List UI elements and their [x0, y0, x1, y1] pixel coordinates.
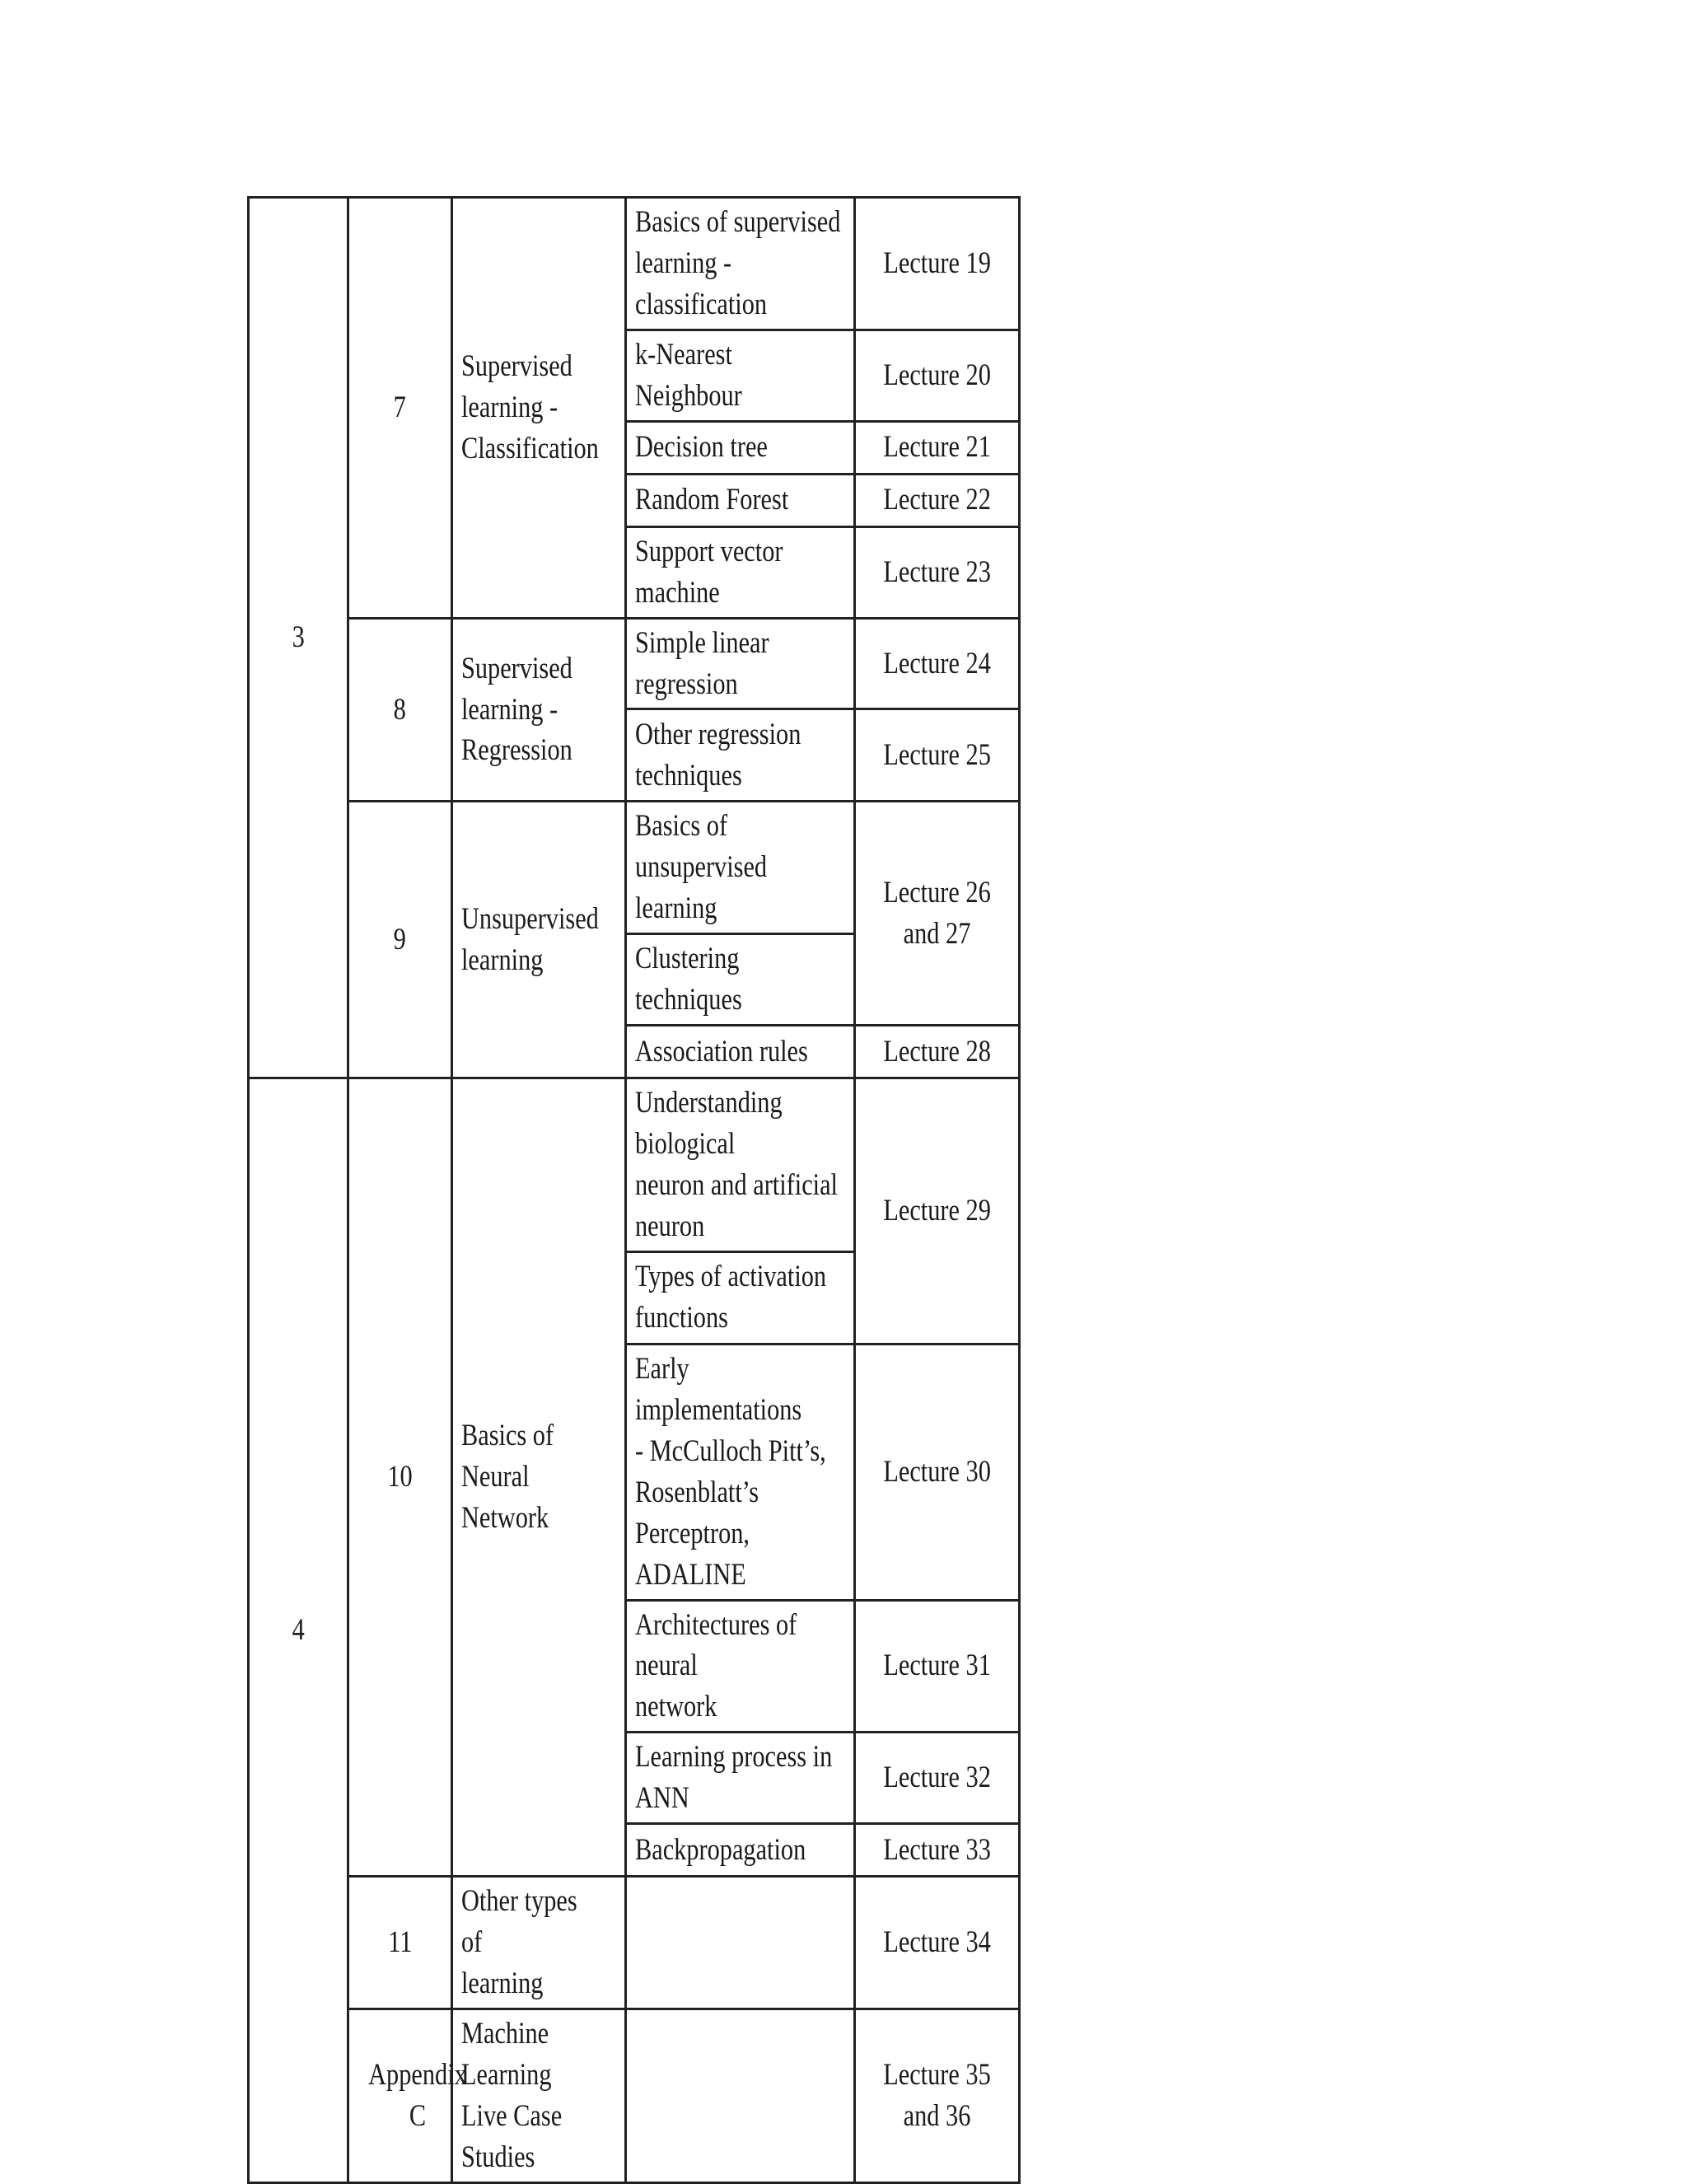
lecture-cell: Lecture 33: [855, 1824, 1020, 1877]
topic-cell: Decision tree: [626, 421, 855, 474]
topic-cell: Simple linear regression: [626, 618, 855, 709]
chapter-cell: 11: [348, 1877, 452, 2009]
table-row: [249, 198, 1020, 330]
chapter-title-cell: Machine Learning Live Case Studies: [452, 2009, 626, 2183]
table-row: [249, 1877, 1020, 2009]
chapter-title-cell: Supervised learning - Regression: [452, 618, 626, 802]
topic-cell: Basics of supervised learning - classification: [626, 198, 855, 330]
table-row: [249, 618, 1020, 709]
unit-cell: 4: [249, 1078, 348, 2183]
topic-cell: Backpropagation: [626, 1824, 855, 1877]
topic-cell: k-Nearest Neighbour: [626, 330, 855, 421]
lecture-cell: Lecture 19: [855, 198, 1020, 330]
chapter-cell: Appendix C: [348, 2009, 452, 2183]
lecture-cell: Lecture 31: [855, 1600, 1020, 1733]
table-row: [249, 802, 1020, 934]
lecture-cell: Lecture 26 and 27: [855, 802, 1020, 1026]
lecture-cell: Lecture 22: [855, 474, 1020, 526]
topic-cell: Support vector machine: [626, 526, 855, 618]
topic-cell: Association rules: [626, 1026, 855, 1078]
topic-cell: Random Forest: [626, 474, 855, 526]
chapter-title-cell: Supervised learning - Classification: [452, 198, 626, 619]
topic-cell: [626, 2009, 855, 2183]
table-row: [249, 2009, 1020, 2183]
lecture-cell: Lecture 32: [855, 1733, 1020, 1824]
lecture-cell: Lecture 34: [855, 1877, 1020, 2009]
topic-cell: Other regression techniques: [626, 709, 855, 802]
topic-cell: Early implementations - McCulloch Pitt’s, Rosenblatt’s Perceptron, ADALINE: [626, 1344, 855, 1600]
lecture-cell: Lecture 30: [855, 1344, 1020, 1600]
chapter-title-cell: Basics of Neural Network: [452, 1078, 626, 1877]
topic-cell: Clustering techniques: [626, 934, 855, 1026]
lecture-cell: Lecture 24: [855, 618, 1020, 709]
table-row: [249, 1078, 1020, 1252]
lecture-cell: Lecture 20: [855, 330, 1020, 421]
lecture-cell: Lecture 25: [855, 709, 1020, 802]
lecture-cell: Lecture 21: [855, 421, 1020, 474]
topic-cell: Architectures of neural network: [626, 1600, 855, 1733]
topic-cell: Basics of unsupervised learning: [626, 802, 855, 934]
lecture-cell: Lecture 35 and 36: [855, 2009, 1020, 2183]
chapter-title-cell: Other types of learning: [452, 1877, 626, 2009]
lecture-cell: Lecture 29: [855, 1078, 1020, 1345]
topic-cell: Types of activation functions: [626, 1251, 855, 1344]
topic-cell: Understanding biological neuron and artificial neuron: [626, 1078, 855, 1252]
lecture-cell: Lecture 23: [855, 526, 1020, 618]
chapter-cell: 7: [348, 198, 452, 619]
chapter-title-cell: Unsupervised learning: [452, 802, 626, 1078]
lecture-cell: Lecture 28: [855, 1026, 1020, 1078]
unit-cell: 3: [249, 198, 348, 1078]
topic-cell: Learning process in ANN: [626, 1733, 855, 1824]
lecture-plan-table: [247, 196, 1021, 2184]
chapter-cell: 8: [348, 618, 452, 802]
topic-cell: [626, 1877, 855, 2009]
chapter-cell: 9: [348, 802, 452, 1078]
chapter-cell: 10: [348, 1078, 452, 1877]
